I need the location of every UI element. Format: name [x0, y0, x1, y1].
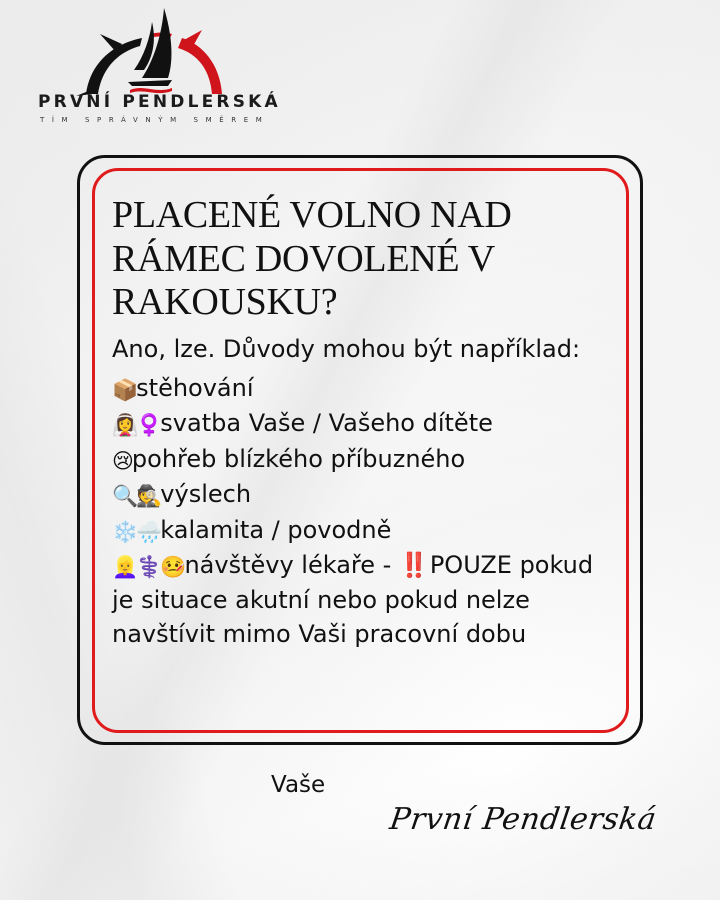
magnifier-detective-icon: 🔍🕵️ — [112, 484, 161, 509]
card-content — [112, 194, 612, 651]
brand-tagline: TÍM SPRÁVNÝM SMĚREM — [40, 116, 270, 124]
list-item — [112, 372, 612, 407]
snowflake-rain-icon: ❄️🌧️ — [112, 519, 161, 544]
reason-text: návštěvy lékaře - — [184, 551, 399, 580]
signature-prefix: Vaše — [271, 772, 326, 798]
warning-text: POUZE pokud je situace akutní nebo pokud nelze navštívit mimo Vaši pracovní dobu — [112, 551, 594, 648]
reason-text: stěhování — [136, 374, 254, 402]
list-item — [112, 407, 612, 442]
brand-name: PRVNÍ PENDLERSKÁ — [38, 92, 281, 112]
package-icon: 📦 — [112, 378, 137, 402]
reason-text: pohřeb blízkého příbuzného — [131, 444, 466, 473]
list-item — [112, 443, 612, 478]
logo — [30, 4, 281, 128]
list-item — [112, 514, 612, 549]
reason-text: výslech — [160, 480, 252, 509]
reasons-list — [112, 372, 612, 651]
signature-name: První Pendlerská — [387, 802, 659, 837]
crying-face-icon: 😢 — [112, 448, 132, 473]
reason-text: kalamita / povodně — [160, 515, 392, 544]
list-item — [112, 549, 612, 651]
list-item — [112, 478, 612, 513]
woman-medical-thermometer-face-icon: 👱‍♀️⚕️🤒 — [112, 555, 185, 580]
double-exclamation-icon: ‼️ — [398, 551, 426, 580]
intro-text: Ano, lze. Důvody mohou být například: — [112, 334, 581, 363]
sailboat-compass-icon — [72, 4, 232, 96]
bride-female-sign-icon: 👰‍♀️♀️ — [112, 413, 161, 438]
reason-text: svatba Vaše / Vašeho dítěte — [160, 409, 493, 438]
page-title: PLACENÉ VOLNO NAD RÁMEC DOVOLENÉ V RAKOUSKU? — [112, 194, 512, 323]
